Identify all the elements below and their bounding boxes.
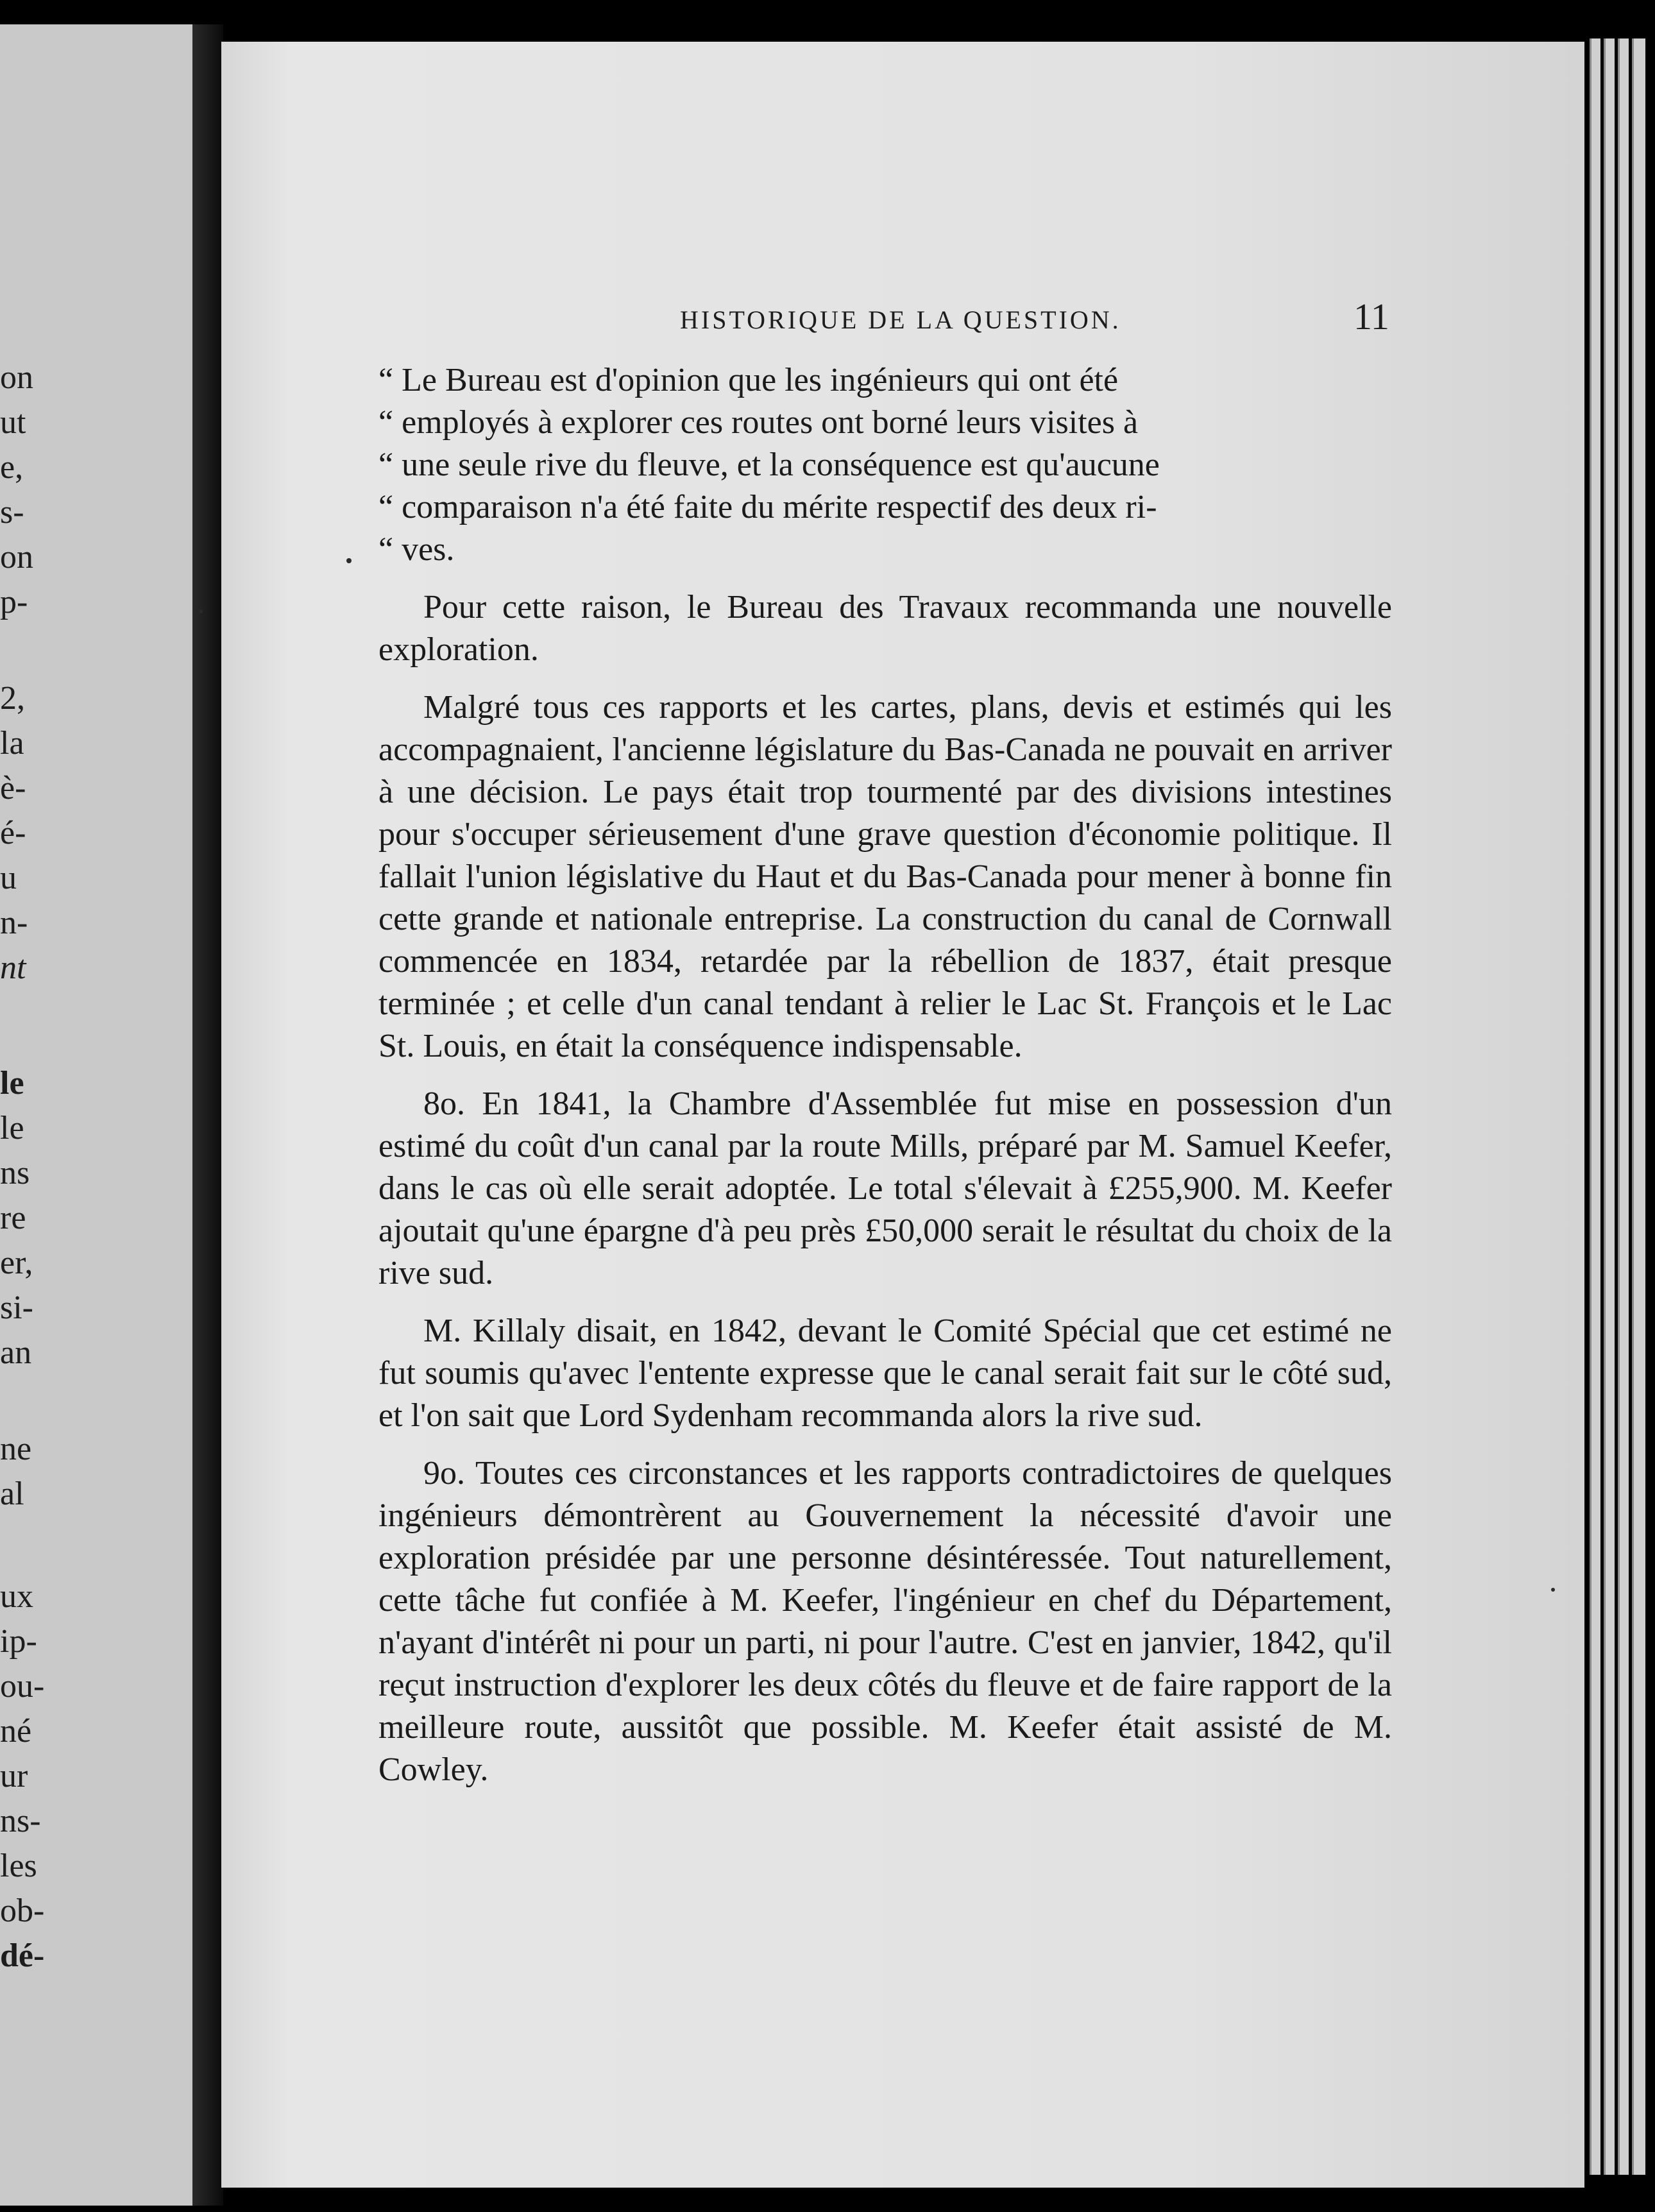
left-fragment: nt (0, 949, 26, 986)
body-text (378, 359, 1392, 1807)
page-edge (1604, 38, 1615, 2175)
left-fragment: le (0, 1065, 24, 1102)
left-fragment: si- (0, 1289, 33, 1326)
page-edge (1590, 38, 1600, 2175)
left-fragment: er, (0, 1245, 33, 1281)
print-speck (346, 558, 352, 563)
left-fragment: les (0, 1848, 37, 1884)
quote-line: “ employés à explorer ces routes ont borné leurs visites à (378, 402, 1392, 444)
paragraph: 8o. En 1841, la Chambre d'Assemblée fut mise en possession d'un estimé du coût d'un canal par la route Mills, préparé par M. Samuel Keefer, dans le cas où elle serait adoptée. Le total s'élevait à £255,900. M. Keefer ajoutait qu'une épargne d'à peu près £50,000 serait le résultat du choix de la rive sud. (378, 1085, 1392, 1291)
page-edge (1618, 38, 1629, 2175)
left-fragment: ns (0, 1155, 30, 1191)
left-fragment: on (0, 359, 33, 396)
left-fragment: on (0, 539, 33, 575)
left-fragment: s- (0, 494, 24, 531)
left-fragment: ut (0, 404, 26, 441)
page-number: 11 (1354, 296, 1389, 337)
left-fragment: ip- (0, 1623, 37, 1660)
left-fragment: re (0, 1200, 26, 1236)
print-speck (199, 609, 203, 613)
left-fragment: n- (0, 905, 28, 941)
quoted-passage (378, 359, 1392, 571)
left-fragment: né (0, 1713, 32, 1749)
page-edge (1632, 38, 1645, 2175)
left-fragment: p- (0, 584, 28, 620)
gutter-shadow (192, 24, 223, 2206)
quote-line: “ comparaison n'a été faite du mérite respectif des deux ri- (378, 486, 1392, 529)
left-fragment: e, (0, 449, 24, 486)
paragraph: Malgré tous ces rapports et les cartes, plans, devis et estimés qui les accompagnaient, l'ancienne législature du Bas-Canada ne pouvait en arriver à une décision. Le pays était trop tourmenté par des divisions intestines pour s'occuper sérieusement d'une grave question d'économie politique. Il fallait l'union législative du Haut et du Bas-Canada pour mener à bonne fin cette grande et nationale entreprise. La construction du canal de Cornwall commencée en 1834, retardée par la rébellion de 1837, était presque terminée ; et celle d'un canal tendant à relier le Lac St. François et le Lac St. Louis, en était la conséquence indispensable. (378, 689, 1392, 1064)
left-fragment: la (0, 725, 24, 761)
left-fragment: an (0, 1334, 32, 1371)
paragraph: 9o. Toutes ces circonstances et les rapports contradictoires de quelques ingénieurs démontrèrent au Gouvernement la nécessité d'avoir une exploration présidée par une personne désintéressée. Tout naturellement, cette tâche fut confiée à M. Keefer, l'ingénieur en chef du Département, n'ayant d'intérêt ni pour un parti, ni pour l'autre. C'est en janvier, 1842, qu'il reçut instruction d'explorer les deux côtés du fleuve et de faire rapport de la meilleure route, aussitôt que possible. M. Keefer était assisté de M. Cowley. (378, 1455, 1392, 1788)
paragraph: Pour cette raison, le Bureau des Travaux recommanda une nouvelle exploration. (378, 589, 1392, 668)
left-fragment: ob- (0, 1893, 45, 1929)
left-fragment: le (0, 1110, 24, 1146)
paragraph: M. Killaly disait, en 1842, devant le Comité Spécial que cet estimé ne fut soumis qu'avec l'entente expresse que le canal serait fait sur le côté sud, et l'on sait que Lord Sydenham recommanda alors la rive sud. (378, 1313, 1392, 1434)
running-title: HISTORIQUE DE LA QUESTION. (680, 305, 1121, 334)
left-fragment: ou- (0, 1668, 45, 1705)
left-fragment: ne (0, 1431, 32, 1467)
left-fragment: ux (0, 1578, 33, 1615)
left-fragment: é- (0, 815, 26, 851)
left-fragment: dé- (0, 1937, 45, 1974)
quote-line: “ ves. (378, 529, 1392, 571)
left-fragment: ur (0, 1758, 28, 1794)
print-speck (1551, 1588, 1555, 1592)
left-fragment: è- (0, 770, 26, 806)
quote-line: “ une seule rive du fleuve, et la conséquence est qu'aucune (378, 444, 1392, 486)
left-page-fragment (0, 24, 192, 2206)
left-fragment: 2, (0, 680, 25, 717)
left-fragment: ns- (0, 1803, 41, 1839)
quote-line: “ Le Bureau est d'opinion que les ingénieurs qui ont été (378, 359, 1392, 402)
left-fragment: al (0, 1476, 24, 1512)
left-fragment: u (0, 860, 17, 896)
